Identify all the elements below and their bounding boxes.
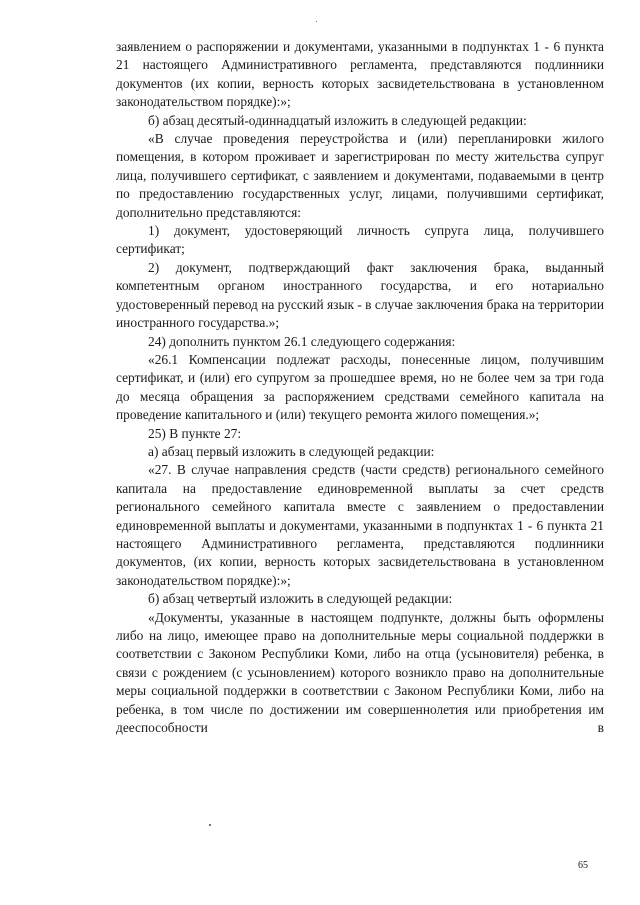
paragraph-27: «27. В случае направления средств (части средств) регионального семейного капитала на предоставление единовременной выплаты за счет средств регионального семейного капитала вместе с заявлением о предоставлении единовременной выплаты и документами, указанными в подпунктах 1 - 6 пункта 21 настоящего Административного регламента, представляются подлинники документов, (их копии, верность которых засвидетельствована в установленном законодательством порядке):»; bbox=[116, 462, 604, 588]
paragraph-renovation-case: «В случае проведения переустройства и (или) перепланировки жилого помещения, в котором проживает и зарегистрирован по месту жительства супруг лица, получившего сертификат, с заявлением и документами, подаваемыми в центр по предоставлению государственных услуг, лицами, получившими сертификат, дополнительно представляются: bbox=[116, 131, 604, 220]
paragraph-continuation: заявлением о распоряжении и документами, указанными в подпунктах 1 - 6 пункта 21 настоящего Административного регламента, представляются подлинники документов (их копии, верность которых засвидетельствована в установленном законодательством порядке):»; bbox=[116, 39, 604, 110]
document-body bbox=[116, 38, 604, 737]
list-item-1: 1) документ, удостоверяющий личность супруга лица, получившего сертификат; bbox=[116, 223, 604, 257]
list-item-2: 2) документ, подтверждающий факт заключения брака, выданный компетентным органом иностранного государства, и его нотариально удостоверенный перевод на русский язык - в случае заключения брака на территории иностранного государства.»; bbox=[116, 259, 604, 331]
paragraph-item-24: 24) дополнить пунктом 26.1 следующего содержания: bbox=[148, 333, 456, 349]
scan-speck bbox=[209, 824, 211, 826]
paragraph-amendment-a: а) абзац первый изложить в следующей редакции: bbox=[148, 443, 435, 459]
paragraph-26-1: «26.1 Компенсации подлежат расходы, понесенные лицом, получившим сертификат, и (или) его супругом за прошедшее время, но не более чем за три года до месяца обращения за распоряжением средствами семейного капитала на проведение капитального и (или) текущего ремонта жилого помещения.»; bbox=[116, 351, 604, 423]
scan-speck bbox=[316, 21, 317, 22]
paragraph-amendment-b-fourth: б) абзац четвертый изложить в следующей редакции: bbox=[148, 591, 453, 607]
page-number: 65 bbox=[578, 860, 588, 871]
paragraph-item-25: 25) В пункте 27: bbox=[148, 425, 242, 441]
paragraph-documents: «Документы, указанные в настоящем подпункте, должны быть оформлены либо на лицо, имеющее право на дополнительные меры социальной поддержки в соответствии с Законом Республики Коми, либо на отца (усыновителя) ребенка, в связи с рождением (с усыновлением) которого возникло право на дополнительные меры социальной поддержки в соответствии с Законом Республики Коми, либо на ребенка, в том числе по достижении им совершеннолетия или приобретения им дееспособности в bbox=[116, 609, 604, 736]
paragraph-amendment-b: б) абзац десятый-одиннадцатый изложить в следующей редакции: bbox=[148, 112, 527, 128]
